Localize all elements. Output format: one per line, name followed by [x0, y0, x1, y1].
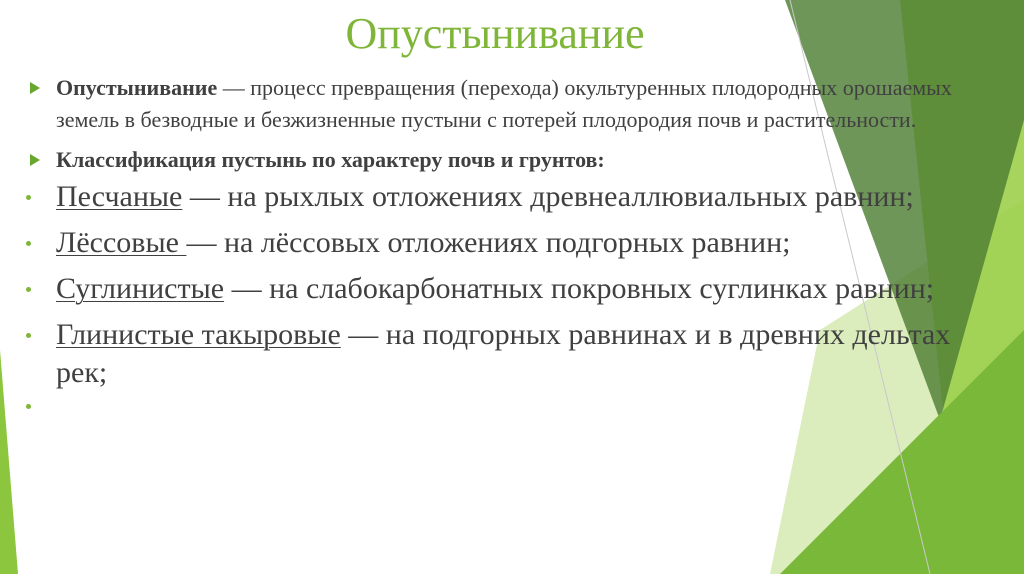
loamy-text: — на слабокарбонатных покровных суглинках равнин;: [224, 272, 935, 305]
dot-icon: [26, 195, 31, 200]
triangle-right-icon: [30, 82, 40, 94]
dot-icon: [26, 241, 31, 246]
classification-heading: Классификация пустынь по характеру почв и грунтов:: [56, 147, 605, 172]
decor-left-sliver: [0, 350, 18, 574]
clay-takyr-text: — на подгорных равнинах и в древних дельтах рек;: [56, 318, 951, 389]
loess-text: — на лёссовых отложениях подгорных равнин;: [186, 226, 791, 259]
list-item-clay-takyr: [26, 316, 976, 392]
triangle-right-icon: [30, 154, 40, 166]
dot-icon: [26, 333, 31, 338]
list-item-classification: [26, 144, 976, 176]
definition-term: Опустынивание: [56, 75, 218, 100]
slide-title: Опустынивание: [345, 9, 645, 58]
definition-text: — процесс превращения (перехода) окультуренных плодородных орошаемых земель в безводные и безжизненные пустыни с потерей плодородия почв и растительности.: [56, 75, 952, 132]
list-item-sandy: [26, 178, 976, 216]
list-item-loamy: [26, 270, 976, 308]
sandy-term: Песчаные: [56, 180, 183, 213]
loamy-term: Суглинистые: [56, 272, 225, 305]
loess-term: Лёссовые: [56, 226, 187, 259]
sandy-text: — на рыхлых отложениях древнеаллювиальных равнин;: [182, 180, 914, 213]
dot-icon: [26, 287, 31, 292]
bullet-list: [26, 72, 976, 418]
list-item-empty: [26, 398, 976, 418]
clay-takyr-term: Глинистые такыровые: [56, 318, 341, 351]
list-item-definition: [26, 72, 976, 136]
list-item-loess: [26, 224, 976, 262]
dot-icon: [26, 404, 31, 409]
